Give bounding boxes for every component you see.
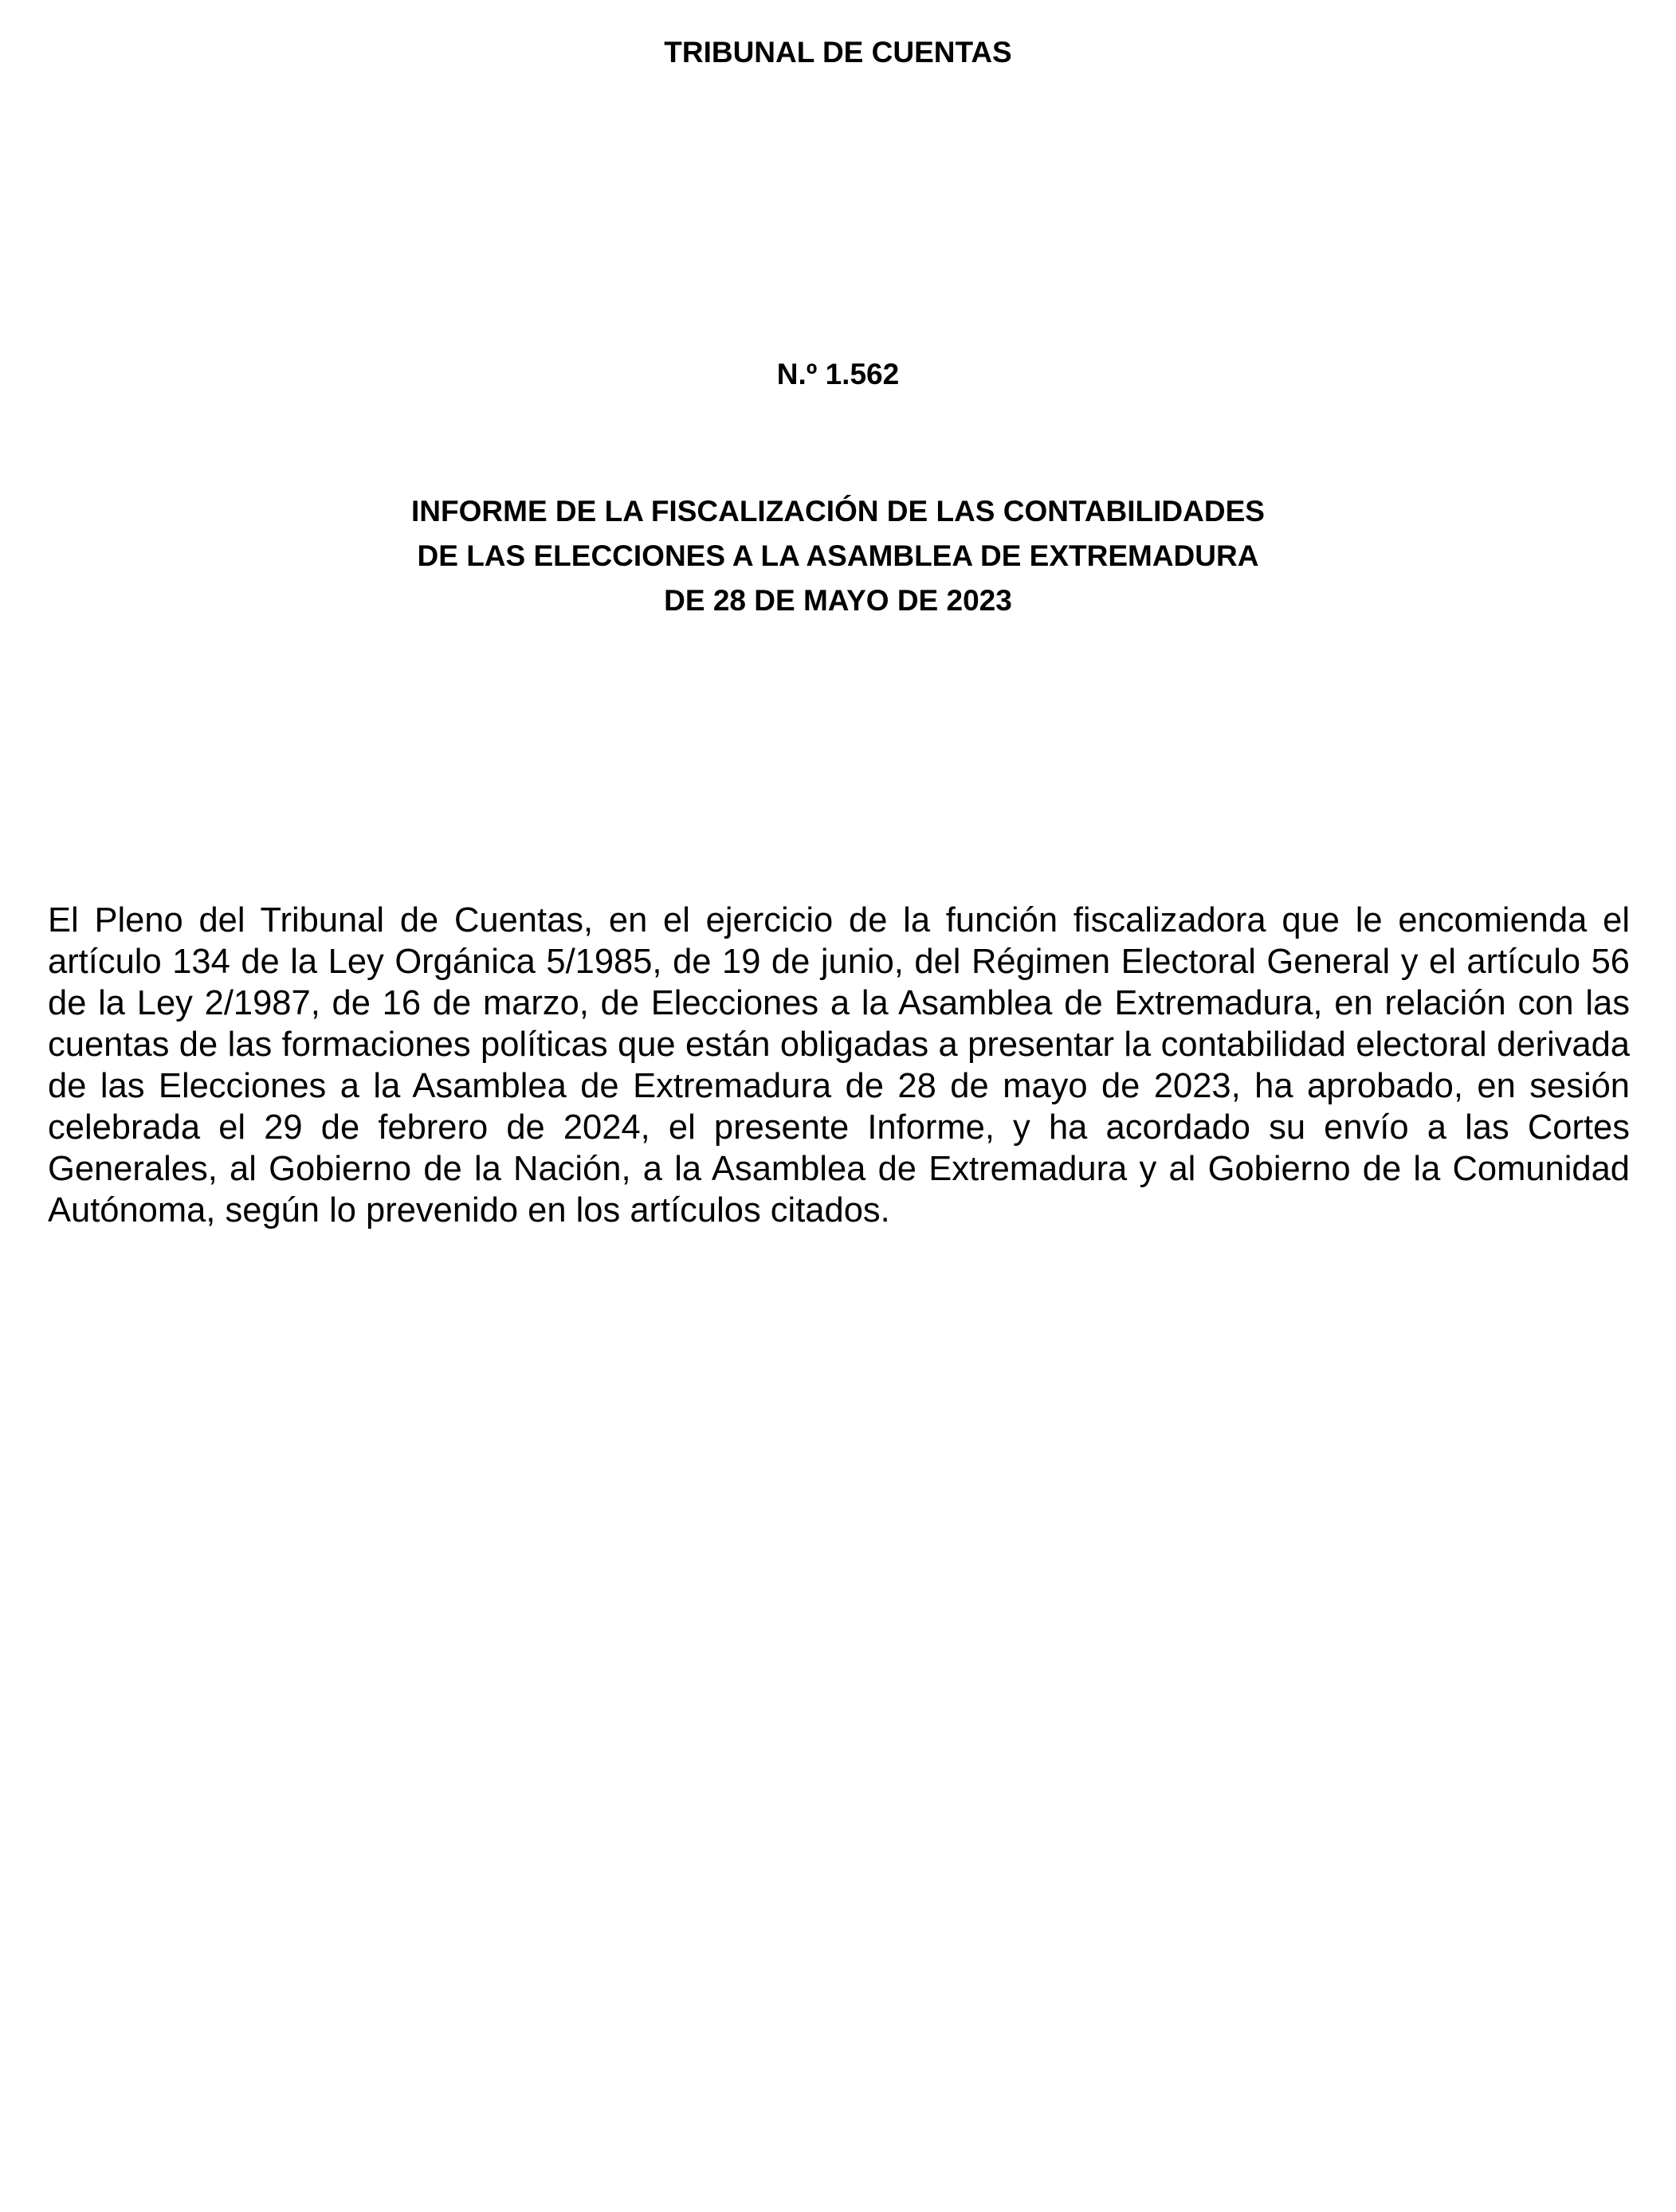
report-title <box>0 489 1676 623</box>
document-header: TRIBUNAL DE CUENTAS <box>664 36 1012 69</box>
report-number: N.º 1.562 <box>776 358 900 390</box>
report-title-line: DE LAS ELECCIONES A LA ASAMBLEA DE EXTREMADURA <box>417 539 1259 572</box>
report-title-line: DE 28 DE MAYO DE 2023 <box>664 584 1012 617</box>
body-paragraph: El Pleno del Tribunal de Cuentas, en el ejercicio de la función fiscalizadora que le encomienda el artículo 134 de la Ley Orgánica 5/1985, de 19 de junio, del Régimen Electoral General y el artículo 56 de la Ley 2/1987, de 16 de marzo, de Elecciones a la Asamblea de Extremadura, en relación con las cuentas de las formaciones políticas que están obligadas a presentar la contabilidad electoral derivada de las Elecciones a la Asamblea de Extremadura de 28 de mayo de 2023, ha aprobado, en sesión celebrada el 29 de febrero de 2024, el presente Informe, y ha acordado su envío a las Cortes Generales, al Gobierno de la Nación, a la Asamblea de Extremadura y al Gobierno de la Comunidad Autónoma, según lo prevenido en los artículos citados. <box>48 901 1630 1230</box>
report-title-line: INFORME DE LA FISCALIZACIÓN DE LAS CONTABILIDADES <box>411 495 1265 528</box>
